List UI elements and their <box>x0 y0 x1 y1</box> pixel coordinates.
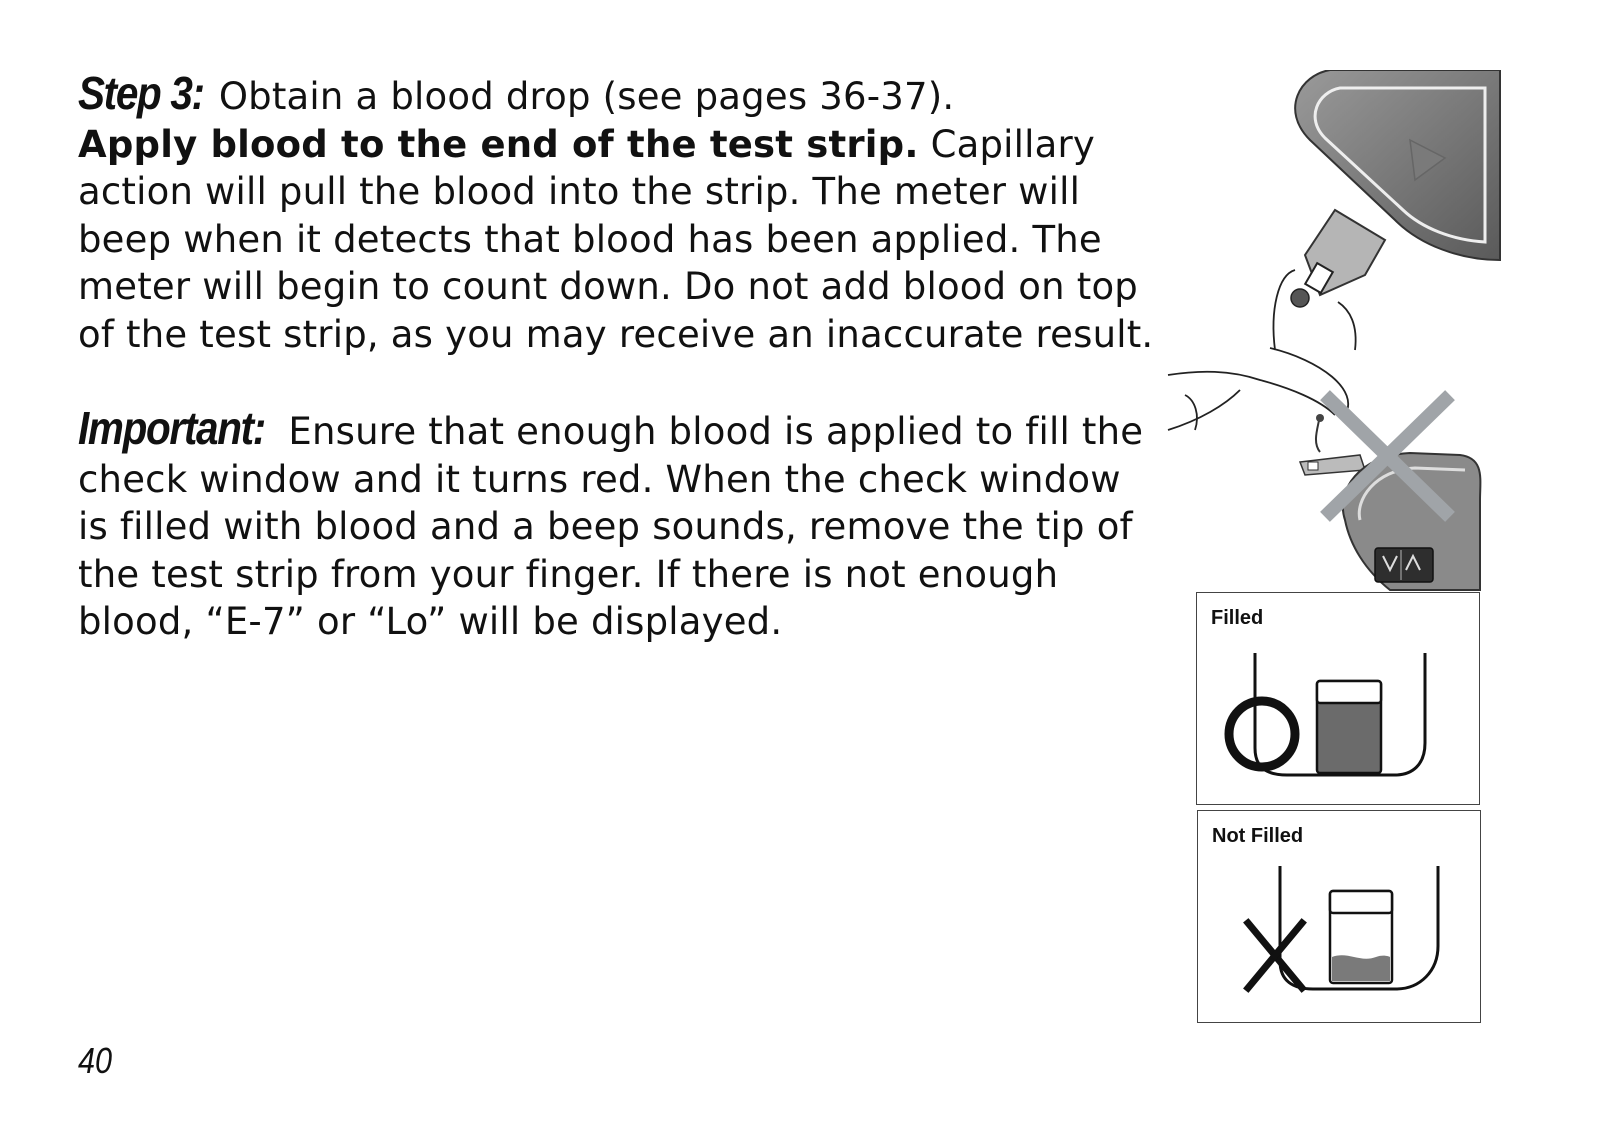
filled-label: Filled <box>1211 607 1264 629</box>
important-body: Ensure that enough blood is applied to fill the check window and it turns red. When the check window is filled with blood and a beep sounds, remove the tip of the test strip from your finger. If there is not enough blood, “E-7” or “Lo” will be displayed. <box>78 410 1144 643</box>
step3-heading: Step 3: <box>78 67 204 119</box>
not-filled-window-diagram <box>1198 811 1480 1022</box>
filled-window-diagram <box>1197 593 1479 804</box>
test-strip <box>1291 210 1385 307</box>
incorrect-x-icon <box>1248 923 1302 988</box>
correct-circle-icon <box>1229 701 1295 767</box>
important-paragraph <box>78 402 1158 646</box>
filled-example-panel <box>1196 592 1480 805</box>
step3-body: Capillary action will pull the blood into the strip. The meter will beep when it detects that blood has been applied. The meter will begin to count down. Do not add blood on top of the test strip, as you may receive an inaccurate result. <box>78 122 1154 356</box>
important-heading: Important: <box>78 402 265 454</box>
page-number: 40 <box>78 1040 113 1081</box>
step3-lead: Obtain a blood drop (see pages 36-37). <box>206 75 955 118</box>
step3-bold-instruction: Apply blood to the end of the test strip. <box>78 122 919 166</box>
instruction-text <box>78 67 1158 646</box>
meter-illustration <box>1160 70 1560 600</box>
not-filled-example-panel <box>1197 810 1481 1023</box>
step3-paragraph <box>78 67 1158 358</box>
not-filled-label: Not Filled <box>1212 825 1304 847</box>
